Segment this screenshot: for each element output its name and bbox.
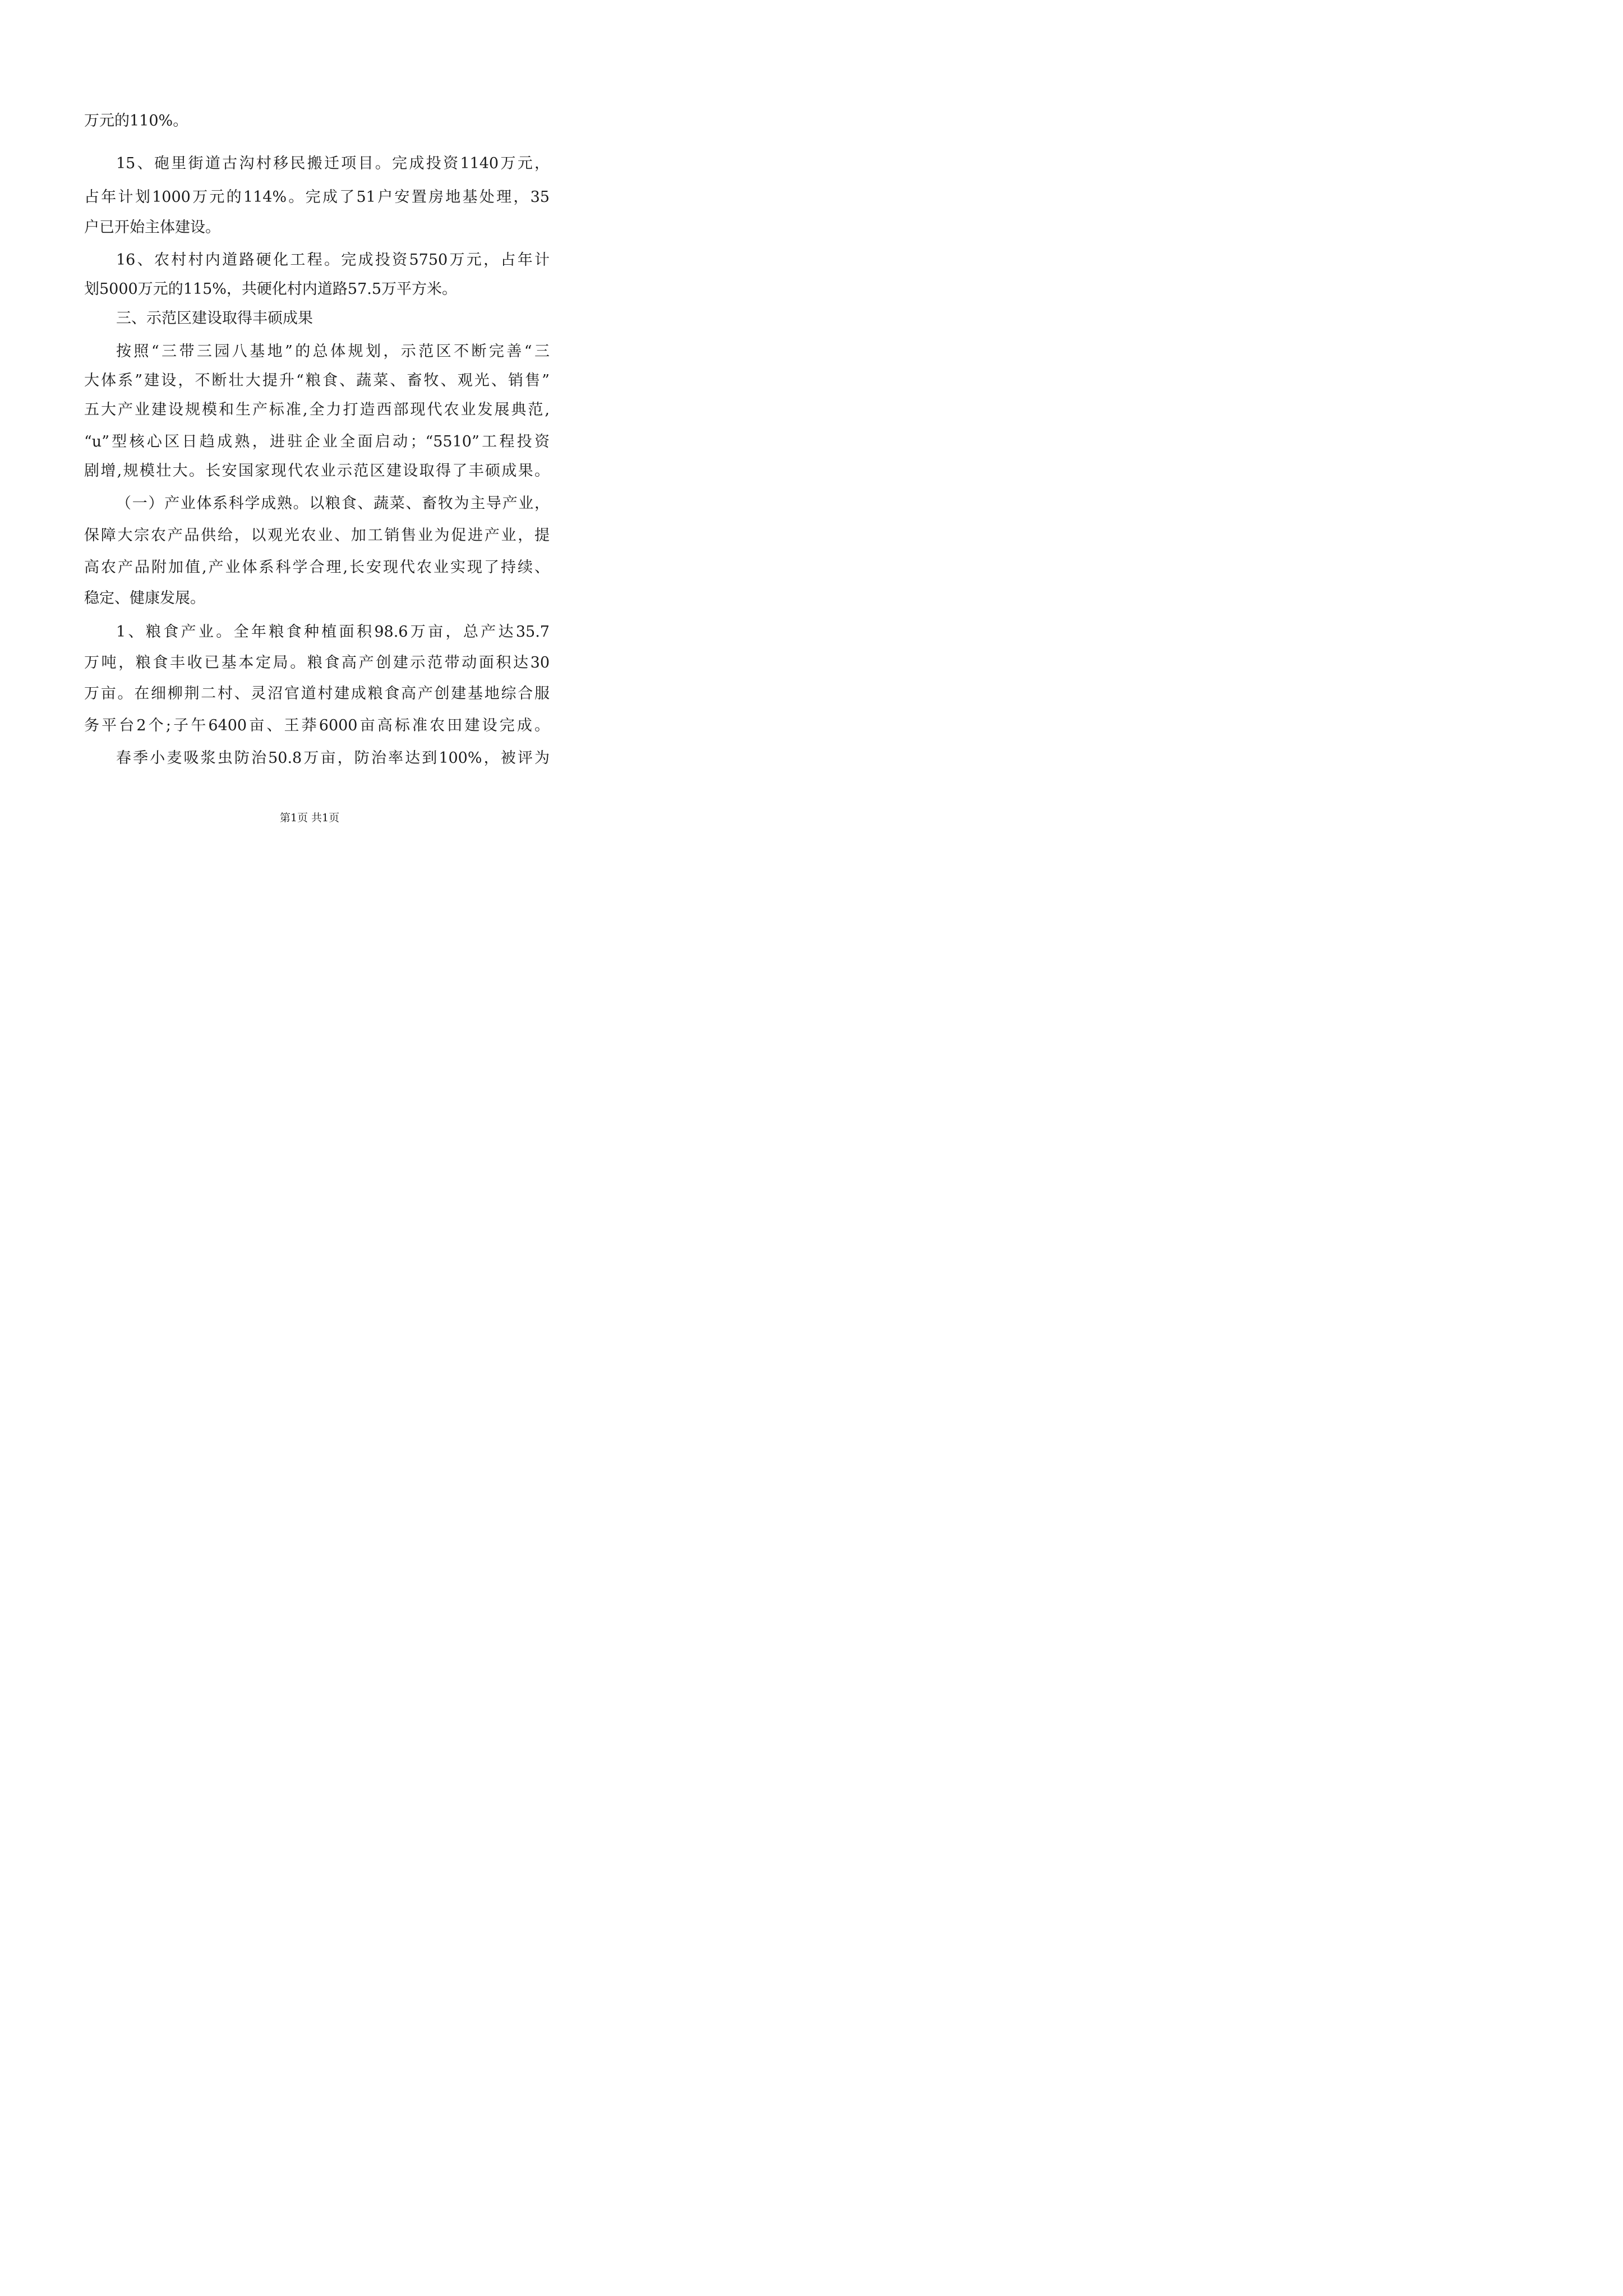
- text-line: 1、粮食产业。全年粮食种植面积98.6万亩，总产达35.7: [116, 623, 550, 641]
- section-heading: 三、示范区建设取得丰硕成果: [116, 310, 313, 327]
- text-line: 五大产业建设规模和生产标准,全力打造西部现代农业发展典范,: [84, 401, 550, 418]
- text-line: 占年计划1000万元的114%。完成了51户安置房地基处理，35: [84, 188, 550, 206]
- text-line: 高农产品附加值,产业体系科学合理,长安现代农业实现了持续、: [84, 559, 550, 576]
- text-line: 万亩。在细柳荆二村、灵沼官道村建成粮食高产创建基地综合服: [84, 685, 550, 702]
- text-line: 务平台2个;子午6400亩、王莽6000亩高标准农田建设完成。: [84, 717, 550, 734]
- text-line: 万吨，粮食丰收已基本定局。粮食高产创建示范带动面积达30: [84, 654, 550, 671]
- document-page: [0, 0, 619, 875]
- text-line: 16、农村村内道路硬化工程。完成投资5750万元，占年计: [116, 251, 550, 269]
- text-line: 大体系”建设，不断壮大提升“粮食、蔬菜、畜牧、观光、销售”: [84, 372, 550, 389]
- text-line: 保障大宗农产品供给，以观光农业、加工销售业为促进产业，提: [84, 527, 550, 544]
- page-footer: 第1页 共1页: [279, 812, 340, 824]
- text-line: 按照“三带三园八基地”的总体规划，示范区不断完善“三: [116, 343, 550, 360]
- text-line: “u”型核心区日趋成熟，进驻企业全面启动；“5510”工程投资: [84, 433, 550, 450]
- text-line: 划5000万元的115%，共硬化村内道路57.5万平方米。: [84, 280, 458, 298]
- subsection-heading: （一）产业体系科学成熟。以粮食、蔬菜、畜牧为主导产业，: [116, 495, 550, 512]
- text-line: 春季小麦吸浆虫防治50.8万亩，防治率达到100%，被评为: [116, 749, 550, 767]
- text-line: 户已开始主体建设。: [84, 219, 220, 236]
- text-line: 稳定、健康发展。: [84, 590, 205, 607]
- text-line: 万元的110%。: [84, 112, 188, 130]
- text-line: 15、砲里街道古沟村移民搬迁项目。完成投资1140万元，: [116, 155, 550, 172]
- text-line: 剧增,规模壮大。长安国家现代农业示范区建设取得了丰硕成果。: [84, 462, 550, 480]
